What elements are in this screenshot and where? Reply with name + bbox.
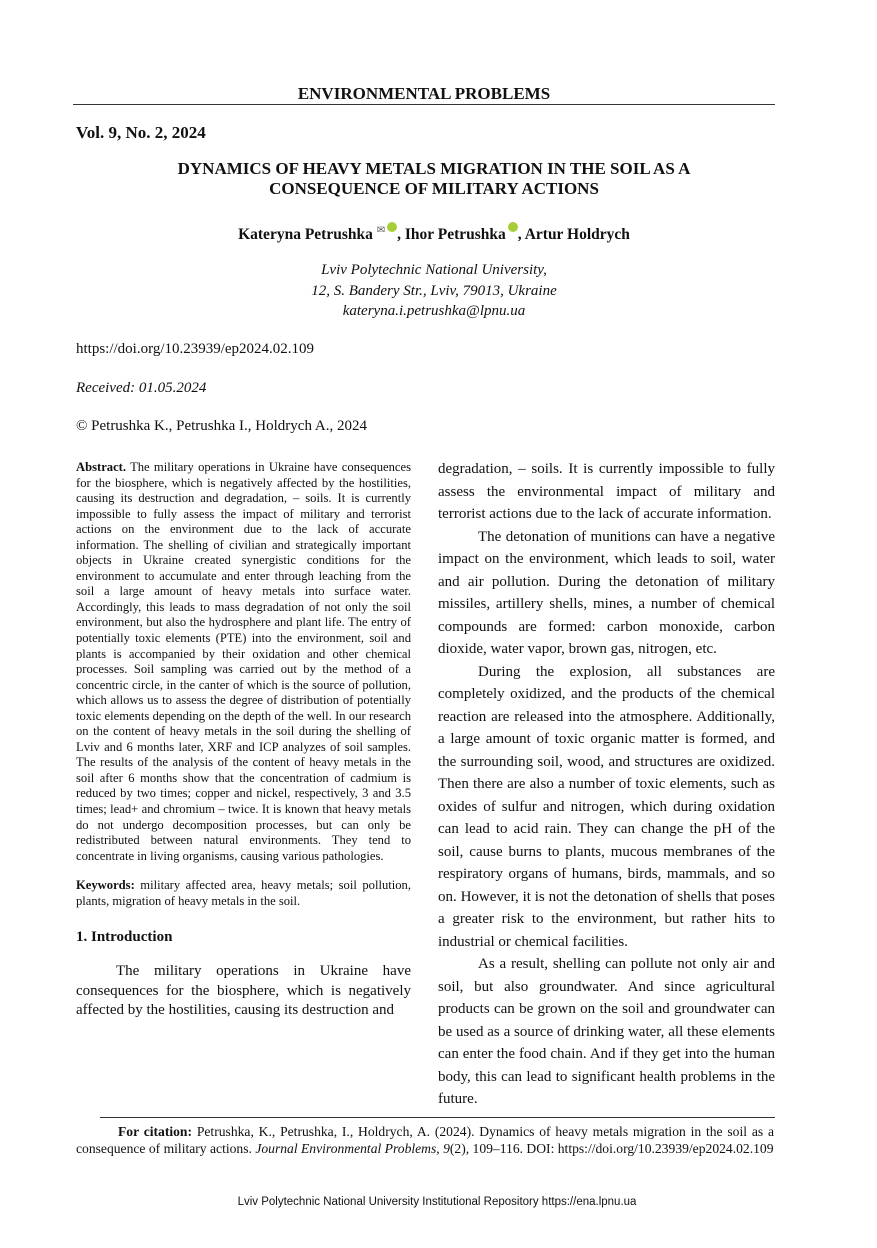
abstract xyxy=(76,460,411,864)
citation-label: For citation: xyxy=(118,1123,193,1139)
author-name: Ihor Petrushka xyxy=(404,226,506,243)
citation-doi: (2), 109–116. DOI: https://doi.org/10.23939/ep2024.02.109 xyxy=(449,1141,774,1156)
intro-paragraph: The detonation of munitions can have a negative impact on the environment, which leads to soil, water and air pollution. During the detonation of military missiles, artillery shells, mines, a number of chemical compounds are formed: carbon monoxide, carbon dioxide, water vapor, brown gas, nitrogen, etc. xyxy=(438,528,775,657)
keywords-text: military affected area, heavy metals; soil pollution, plants, migration of heavy metals in the soil. xyxy=(76,878,411,908)
right-column xyxy=(438,458,775,1111)
envelope-icon[interactable]: ✉ xyxy=(376,225,386,236)
intro-paragraph: As a result, shelling can pollute not only air and soil, but also groundwater. And since agricultural products can be grown on the soil and groundwater can be used as a source of drinking water, all these elements can enter the food chain. And if they get into the human body, this can lead to significant health problems in the future. xyxy=(438,956,775,1107)
keywords-label: Keywords: xyxy=(76,878,135,893)
citation-text: Petrushka, K., Petrushka, I., Holdrych, A. (2024). Dynamics of heavy metals migration in the soil as a consequence of military actions. xyxy=(76,1123,775,1156)
copyright: © Petrushka K., Petrushka I., Holdrych A., 2024 xyxy=(76,418,367,434)
left-column xyxy=(76,458,411,1020)
citation: For citation: Petrushka, K., Petrushka, I., Holdrych, A. (2024). Dynamics of heavy metals migration in the soil as a consequence of military actions. Journal Environmental Problems, 9(2), 109–116. DOI: https://doi.org/10.23939/ep2024.02.109 xyxy=(76,1123,775,1156)
footer-divider xyxy=(100,1117,775,1118)
repository-footer: Lviv Polytechnic National University Institutional Repository https://ena.lpnu.ua xyxy=(237,1195,637,1208)
affiliation-address: 12, S. Bandery Str., Lviv, 79013, Ukraine xyxy=(311,282,557,299)
affiliation-line: Lviv Polytechnic National University, xyxy=(321,262,547,278)
received-date: Received: 01.05.2024 xyxy=(76,380,207,396)
intro-paragraph: During the explosion, all substances are completely oxidized, and the products of the chemical reaction are released into the atmosphere. Additionally, a large amount of toxic organic matter is formed, and the surrounding soil, wood, and structures are oxidized. Then there are also a number of toxic elements, such as oxides of sulfur and nitrogen, which during oxidation can lead to acid rain. They can change the pH of the soil, cause burns to plants, mucous membranes of the respiratory organs of humans, birds, mammals, and so on. However, it is not the detonation of shells that poses a greater risk to the environment, but rather hits to industrial or chemical facilities. xyxy=(438,663,775,950)
title-line: DYNAMICS OF HEAVY METALS MIGRATION IN THE SOIL AS A xyxy=(177,159,691,178)
author-name: Kateryna Petrushka xyxy=(238,226,373,243)
citation-journal: Journal Environmental Problems xyxy=(255,1141,437,1156)
doi-link[interactable]: https://doi.org/10.23939/ep2024.02.109 xyxy=(76,341,315,357)
volume-info: Vol. 9, No. 2, 2024 xyxy=(76,123,206,142)
citation-volume: 9 xyxy=(443,1141,450,1156)
journal-header: ENVIRONMENTAL PROBLEMS xyxy=(297,84,551,103)
author-name: Artur Holdrych xyxy=(524,226,630,243)
title-line: CONSEQUENCE OF MILITARY ACTIONS xyxy=(269,179,599,198)
author-list: Kateryna Petrushka ✉ , Ihor Petrushka , Artur Holdrych xyxy=(73,222,795,244)
keywords xyxy=(76,878,411,909)
abstract-text: The military operations in Ukraine have consequences for the biosphere, which is negatively affected by the hostilities, causing its destruction and degradation, – soils. It is currently impossible to fully assess the impact of military and terrorist actions on the environment due to the lack of accurate information. The shelling of civilian and strategically important objects in Ukraine created synergistic conditions for the environment to accumulate and enter through leaching from the soil a large amount of heavy metals into surface water. Accordingly, this leads to mass degradation of not only the soil environment, but also the hydrosphere and plant life. The entry of potentially toxic elements (PTE) into the environment, soil and plants is accompanied by their oxidation and other chemical processes. Soil sampling was carried out by the method of a concentric circle, in the canter of which is the source of pollution, which allows us to assess the degree of distribution of potentially toxic elements depending on the depth of the well. In our research on the content of heavy metals in the soil during the shelling of Lviv and 6 months later, XRF and ICP analyzes of soil samples. The results of the analysis of the content of heavy metals in the soil after 6 months show that the concentration of cadmium is reduced by two times; copper and nickel, respectively, 3 and 3.5 times; lead+ and chromium – twice. It is known that heavy metals do not undergo decomposition processes, but can only be redistributed between natural environments. They tend to concentrate in living organisms, causing various pathologies. xyxy=(76,460,411,863)
page-footer xyxy=(76,1117,775,1248)
section-heading: 1. Introduction xyxy=(76,929,173,946)
intro-paragraph: The military operations in Ukraine have consequences for the biosphere, which is negatively affected by the hostilities, causing its destruction and xyxy=(76,963,411,1018)
author-email[interactable]: kateryna.i.petrushka@lpnu.ua xyxy=(342,303,526,319)
abstract-label: Abstract. xyxy=(76,460,127,474)
two-column-body xyxy=(76,458,775,1111)
intro-paragraph-continued: degradation, – soils. It is currently impossible to fully assess the environmental impact of military and terrorist actions due to the lack of accurate information. xyxy=(438,461,775,522)
